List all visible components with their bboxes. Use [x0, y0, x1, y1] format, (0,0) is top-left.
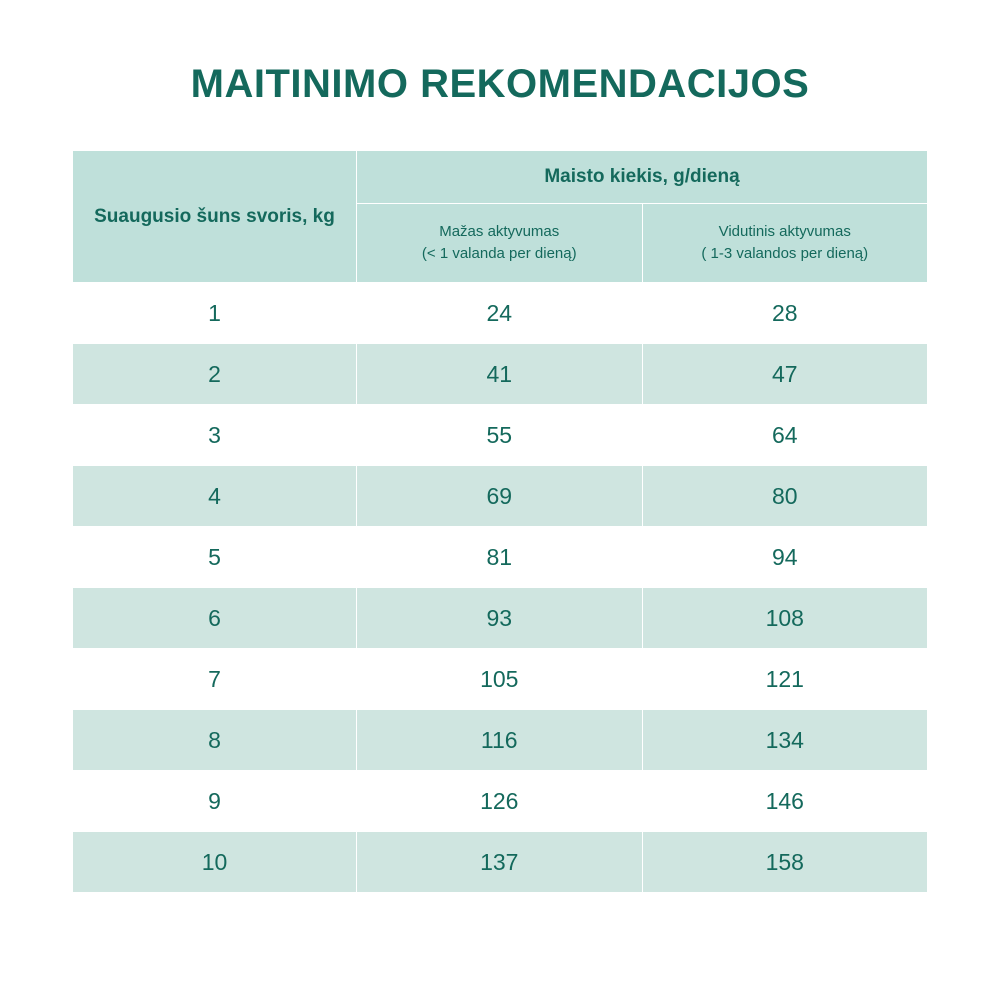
- cell-medium-activity: 134: [642, 710, 928, 771]
- cell-medium-activity: 108: [642, 588, 928, 649]
- cell-weight: 9: [73, 771, 357, 832]
- cell-weight: 2: [73, 344, 357, 405]
- feeding-table-container: [72, 150, 928, 893]
- table-row: [73, 588, 928, 649]
- header-medium-activity-line1: Vidutinis aktyvumas: [718, 223, 851, 241]
- cell-weight: 5: [73, 527, 357, 588]
- cell-low-activity: 126: [357, 771, 643, 832]
- header-adult-dog-weight: Suaugusio šuns svoris, kg: [73, 151, 357, 283]
- cell-low-activity: 93: [357, 588, 643, 649]
- cell-medium-activity: 94: [642, 527, 928, 588]
- page-title: MAITINIMO REKOMENDACIJOS: [190, 62, 810, 106]
- cell-medium-activity: 64: [642, 405, 928, 466]
- table-row: [73, 771, 928, 832]
- table-row: [73, 527, 928, 588]
- cell-low-activity: 41: [357, 344, 643, 405]
- cell-medium-activity: 121: [642, 649, 928, 710]
- cell-weight: 10: [73, 832, 357, 893]
- cell-low-activity: 24: [357, 283, 643, 344]
- header-medium-activity: [642, 204, 928, 283]
- cell-low-activity: 69: [357, 466, 643, 527]
- cell-low-activity: 81: [357, 527, 643, 588]
- table-head: [73, 151, 928, 283]
- cell-medium-activity: 146: [642, 771, 928, 832]
- cell-medium-activity: 80: [642, 466, 928, 527]
- header-low-activity-line1: Mažas aktyvumas: [439, 223, 560, 241]
- table-row: [73, 283, 928, 344]
- header-medium-activity-line2: ( 1-3 valandos per dieną): [701, 245, 869, 262]
- table-row: [73, 405, 928, 466]
- cell-low-activity: 116: [357, 710, 643, 771]
- cell-low-activity: 137: [357, 832, 643, 893]
- cell-medium-activity: 47: [642, 344, 928, 405]
- table-row: [73, 832, 928, 893]
- cell-weight: 1: [73, 283, 357, 344]
- table-row: [73, 649, 928, 710]
- feeding-table: [72, 150, 928, 893]
- table-row: [73, 466, 928, 527]
- cell-weight: 3: [73, 405, 357, 466]
- header-low-activity: [357, 204, 643, 283]
- cell-low-activity: 105: [357, 649, 643, 710]
- table-header-row-1: [73, 151, 928, 204]
- cell-medium-activity: 158: [642, 832, 928, 893]
- cell-weight: 8: [73, 710, 357, 771]
- header-food-amount: Maisto kiekis, g/dieną: [357, 151, 928, 204]
- cell-medium-activity: 28: [642, 283, 928, 344]
- table-row: [73, 344, 928, 405]
- header-low-activity-line2: (< 1 valanda per dieną): [421, 245, 577, 262]
- cell-low-activity: 55: [357, 405, 643, 466]
- table-body: [73, 283, 928, 893]
- cell-weight: 4: [73, 466, 357, 527]
- table-row: [73, 710, 928, 771]
- cell-weight: 6: [73, 588, 357, 649]
- cell-weight: 7: [73, 649, 357, 710]
